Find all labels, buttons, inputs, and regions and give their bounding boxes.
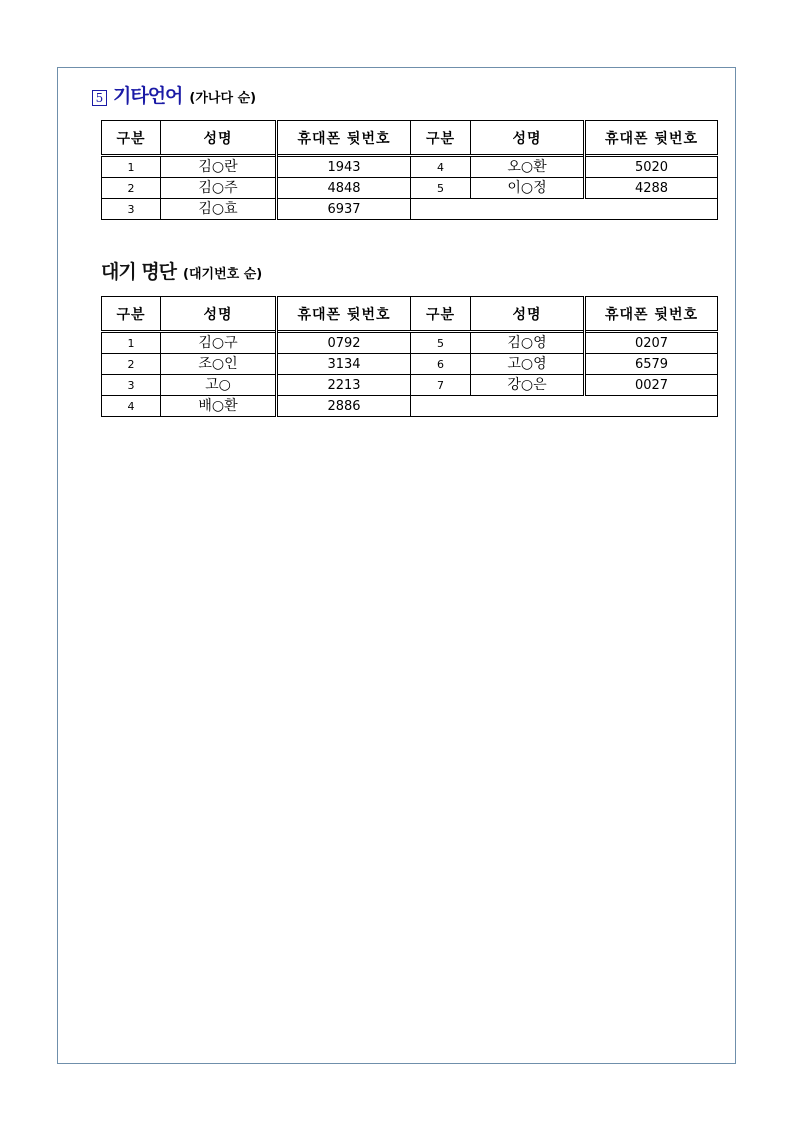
section-1-heading — [92, 87, 256, 106]
section-2-title: 대기 명단 — [101, 261, 177, 283]
row-no: 4 — [411, 156, 471, 178]
header-no: 구분 — [102, 297, 161, 332]
section-2-subtitle: (대기번호 순) — [183, 267, 263, 282]
table-header-row — [102, 297, 718, 332]
waitlist-table — [101, 296, 718, 417]
row-name: 김○영 — [471, 332, 585, 354]
row-name: 이○정 — [471, 178, 585, 199]
header-no: 구분 — [411, 297, 471, 332]
header-no: 구분 — [102, 121, 161, 156]
header-no: 구분 — [411, 121, 471, 156]
table-row — [102, 199, 718, 220]
header-phone: 휴대폰 뒷번호 — [277, 121, 411, 156]
header-phone: 휴대폰 뒷번호 — [585, 121, 718, 156]
row-phone: 4848 — [277, 178, 411, 199]
header-name: 성명 — [161, 297, 277, 332]
row-no: 5 — [411, 178, 471, 199]
empty-cell — [411, 199, 718, 220]
row-phone: 0207 — [585, 332, 718, 354]
row-name: 조○인 — [161, 354, 277, 375]
row-no: 2 — [102, 178, 161, 199]
row-name: 김○란 — [161, 156, 277, 178]
empty-cell — [411, 396, 718, 417]
row-name: 고○영 — [471, 354, 585, 375]
row-phone: 0027 — [585, 375, 718, 396]
table-row — [102, 332, 718, 354]
table-row — [102, 396, 718, 417]
row-phone: 5020 — [585, 156, 718, 178]
row-name: 고○ — [161, 375, 277, 396]
row-no: 1 — [102, 156, 161, 178]
row-phone: 6937 — [277, 199, 411, 220]
section-1-subtitle: (가나다 순) — [189, 91, 257, 106]
row-no: 1 — [102, 332, 161, 354]
header-phone: 휴대폰 뒷번호 — [277, 297, 411, 332]
table-row — [102, 354, 718, 375]
row-phone: 2213 — [277, 375, 411, 396]
section-number-box: 5 — [92, 90, 107, 106]
row-name: 김○주 — [161, 178, 277, 199]
header-name: 성명 — [471, 297, 585, 332]
section-2-heading — [101, 263, 262, 282]
row-phone: 4288 — [585, 178, 718, 199]
row-phone: 3134 — [277, 354, 411, 375]
row-name: 김○효 — [161, 199, 277, 220]
row-name: 강○은 — [471, 375, 585, 396]
table-row — [102, 156, 718, 178]
row-name: 배○환 — [161, 396, 277, 417]
table-row — [102, 375, 718, 396]
row-name: 김○구 — [161, 332, 277, 354]
section-1-title: 기타언어 — [113, 85, 183, 107]
header-name: 성명 — [471, 121, 585, 156]
header-phone: 휴대폰 뒷번호 — [585, 297, 718, 332]
header-name: 성명 — [161, 121, 277, 156]
row-no: 3 — [102, 375, 161, 396]
row-no: 5 — [411, 332, 471, 354]
row-no: 2 — [102, 354, 161, 375]
row-no: 3 — [102, 199, 161, 220]
row-no: 7 — [411, 375, 471, 396]
other-languages-table — [101, 120, 718, 220]
row-phone: 0792 — [277, 332, 411, 354]
row-no: 6 — [411, 354, 471, 375]
row-name: 오○환 — [471, 156, 585, 178]
row-phone: 2886 — [277, 396, 411, 417]
table-header-row — [102, 121, 718, 156]
row-phone: 1943 — [277, 156, 411, 178]
table-row — [102, 178, 718, 199]
row-phone: 6579 — [585, 354, 718, 375]
row-no: 4 — [102, 396, 161, 417]
